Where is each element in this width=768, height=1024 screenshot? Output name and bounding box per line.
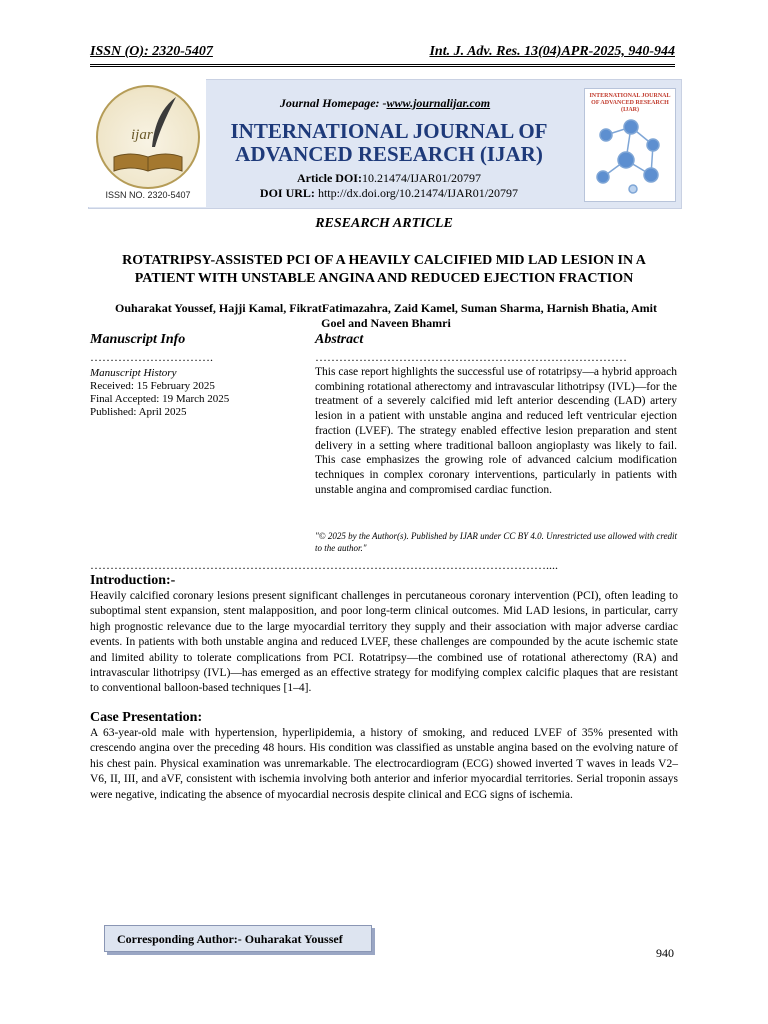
manuscript-info-heading: Manuscript Info <box>90 332 186 347</box>
book-icon <box>112 149 184 175</box>
cover-title: INTERNATIONAL JOURNAL OF ADVANCED RESEARCH (IJAR) <box>589 93 671 113</box>
authors-line1: Ouharakat Youssef, Hajji Kamal, FikratFatimazahra, Zaid Kamel, Suman Sharma, Harnish Bhatia, Amit <box>115 301 657 315</box>
history-label: Manuscript History <box>90 367 177 379</box>
journal-logo <box>88 79 206 207</box>
case-presentation-text: A 63-year-old male with hypertension, hyperlipidemia, a history of smoking, and reduced LVEF of 35% presented with crescendo angina over the preceding 48 hours. His condition was classified as unstable angina based on the evolving nature of his chest pain. Physical examination was unremarkable. The electrocardiogram (ECG) showed inverted T waves in leads V2–V6, II, III, and aVF, consistent with ischemia involving both anterior and inferior myocardial territories. Serial troponin assays were negative, indicating the absence of myocardial necrosis despite clinical and ECG signs of ischemia. <box>90 727 678 801</box>
homepage-link[interactable]: www.journalijar.com <box>386 96 491 110</box>
manuscript-dots: …………………………. <box>90 350 213 364</box>
molecule-icon <box>591 115 669 197</box>
authors <box>96 301 676 331</box>
abstract-text: This case report highlights the successful use of rotatripsy—a hybrid approach combining rotational atherectomy and intravascular lithotripsy (IVL)—for the treatment of a severely calcified mid left anterior descending (LAD) artery lesion in a patient with unstable angina and reduced left ventricular ejection fraction (LVEF). The strategy enabled effective lesion preparation and stent delivery in a setting where traditional balloon angioplasty was likely to fail. This case emphasizes the growing role of advanced calcium modification techniques in complex coronary interventions, particularly in patients with unstable angina and compromised cardiac function. <box>315 366 677 496</box>
article-title-line1: ROTATRIPSY-ASSISTED PCI OF A HEAVILY CALCIFIED MID LAD LESION IN A <box>122 253 646 268</box>
abstract-dots: …………………………………………………………………… <box>315 350 627 364</box>
quill-icon <box>146 95 186 155</box>
doi-url[interactable]: http://dx.doi.org/10.21474/IJAR01/20797 <box>317 186 519 200</box>
published-date: Published: April 2025 <box>90 406 187 418</box>
journal-cover-image <box>584 88 676 202</box>
case-presentation-heading: Case Presentation: <box>90 710 203 725</box>
logo-issn: ISSN NO. 2320-5407 <box>105 190 191 200</box>
article-type: RESEARCH ARTICLE <box>315 216 453 231</box>
article-title-line2: PATIENT WITH UNSTABLE ANGINA AND REDUCED EJECTION FRACTION <box>134 271 634 286</box>
manuscript-history <box>90 367 290 419</box>
section-separator: …………………………………………………………………………………………………….... <box>90 558 558 572</box>
received-date: Received: 15 February 2025 <box>90 380 215 392</box>
article-title <box>90 252 678 288</box>
abstract-heading: Abstract <box>315 332 364 347</box>
journal-reference: Int. J. Adv. Res. 13(04)APR-2025, 940-944 <box>429 44 675 59</box>
page-number: 940 <box>656 946 674 960</box>
running-header <box>90 44 675 67</box>
journal-title-line1: INTERNATIONAL JOURNAL OF <box>230 119 548 143</box>
introduction-heading: Introduction:- <box>90 573 176 588</box>
introduction-text: Heavily calcified coronary lesions present significant challenges in percutaneous coronary intervention (PCI), often leading to suboptimal stent expansion, stent malapposition, and poor long-term clinical outcomes. Mid LAD lesions, in particular, carry high prognostic relevance due to the large myocardial territory they supply and their association with major adverse cardiac events. In patients with both unstable angina and reduced LVEF, these challenges are compounded by the acute ischemic state and limited ability to tolerate complications from PCI. Rotatripsy—the combined use of rotational atherectomy (RA) and intravascular lithotripsy (IVL)—has emerged as an effective strategy for modifying complex calcific plaques that are resistant to conventional balloon-based techniques [1–4]. <box>90 590 678 695</box>
logo-text: ijar <box>131 127 153 143</box>
doi-url-label: DOI URL: <box>259 186 315 200</box>
issn: ISSN (O): 2320-5407 <box>90 44 213 59</box>
accepted-date: Final Accepted: 19 March 2025 <box>90 393 230 405</box>
journal-title <box>209 120 569 166</box>
homepage-label: Journal Homepage: - <box>279 96 387 110</box>
logo-emblem <box>96 85 200 189</box>
article-doi-label: Article DOI: <box>297 171 362 185</box>
authors-line2: Goel and Naveen Bhamri <box>321 316 451 330</box>
license-note: "© 2025 by the Author(s). Published by IJAR under CC BY 4.0. Unrestricted use allowed with credit to the author." <box>315 531 677 553</box>
corresponding-author: Corresponding Author:- Ouharakat Youssef <box>104 925 372 952</box>
article-doi: 10.21474/IJAR01/20797 <box>361 171 481 185</box>
doi-block <box>209 171 569 201</box>
journal-title-line2: ADVANCED RESEARCH (IJAR) <box>235 142 543 166</box>
